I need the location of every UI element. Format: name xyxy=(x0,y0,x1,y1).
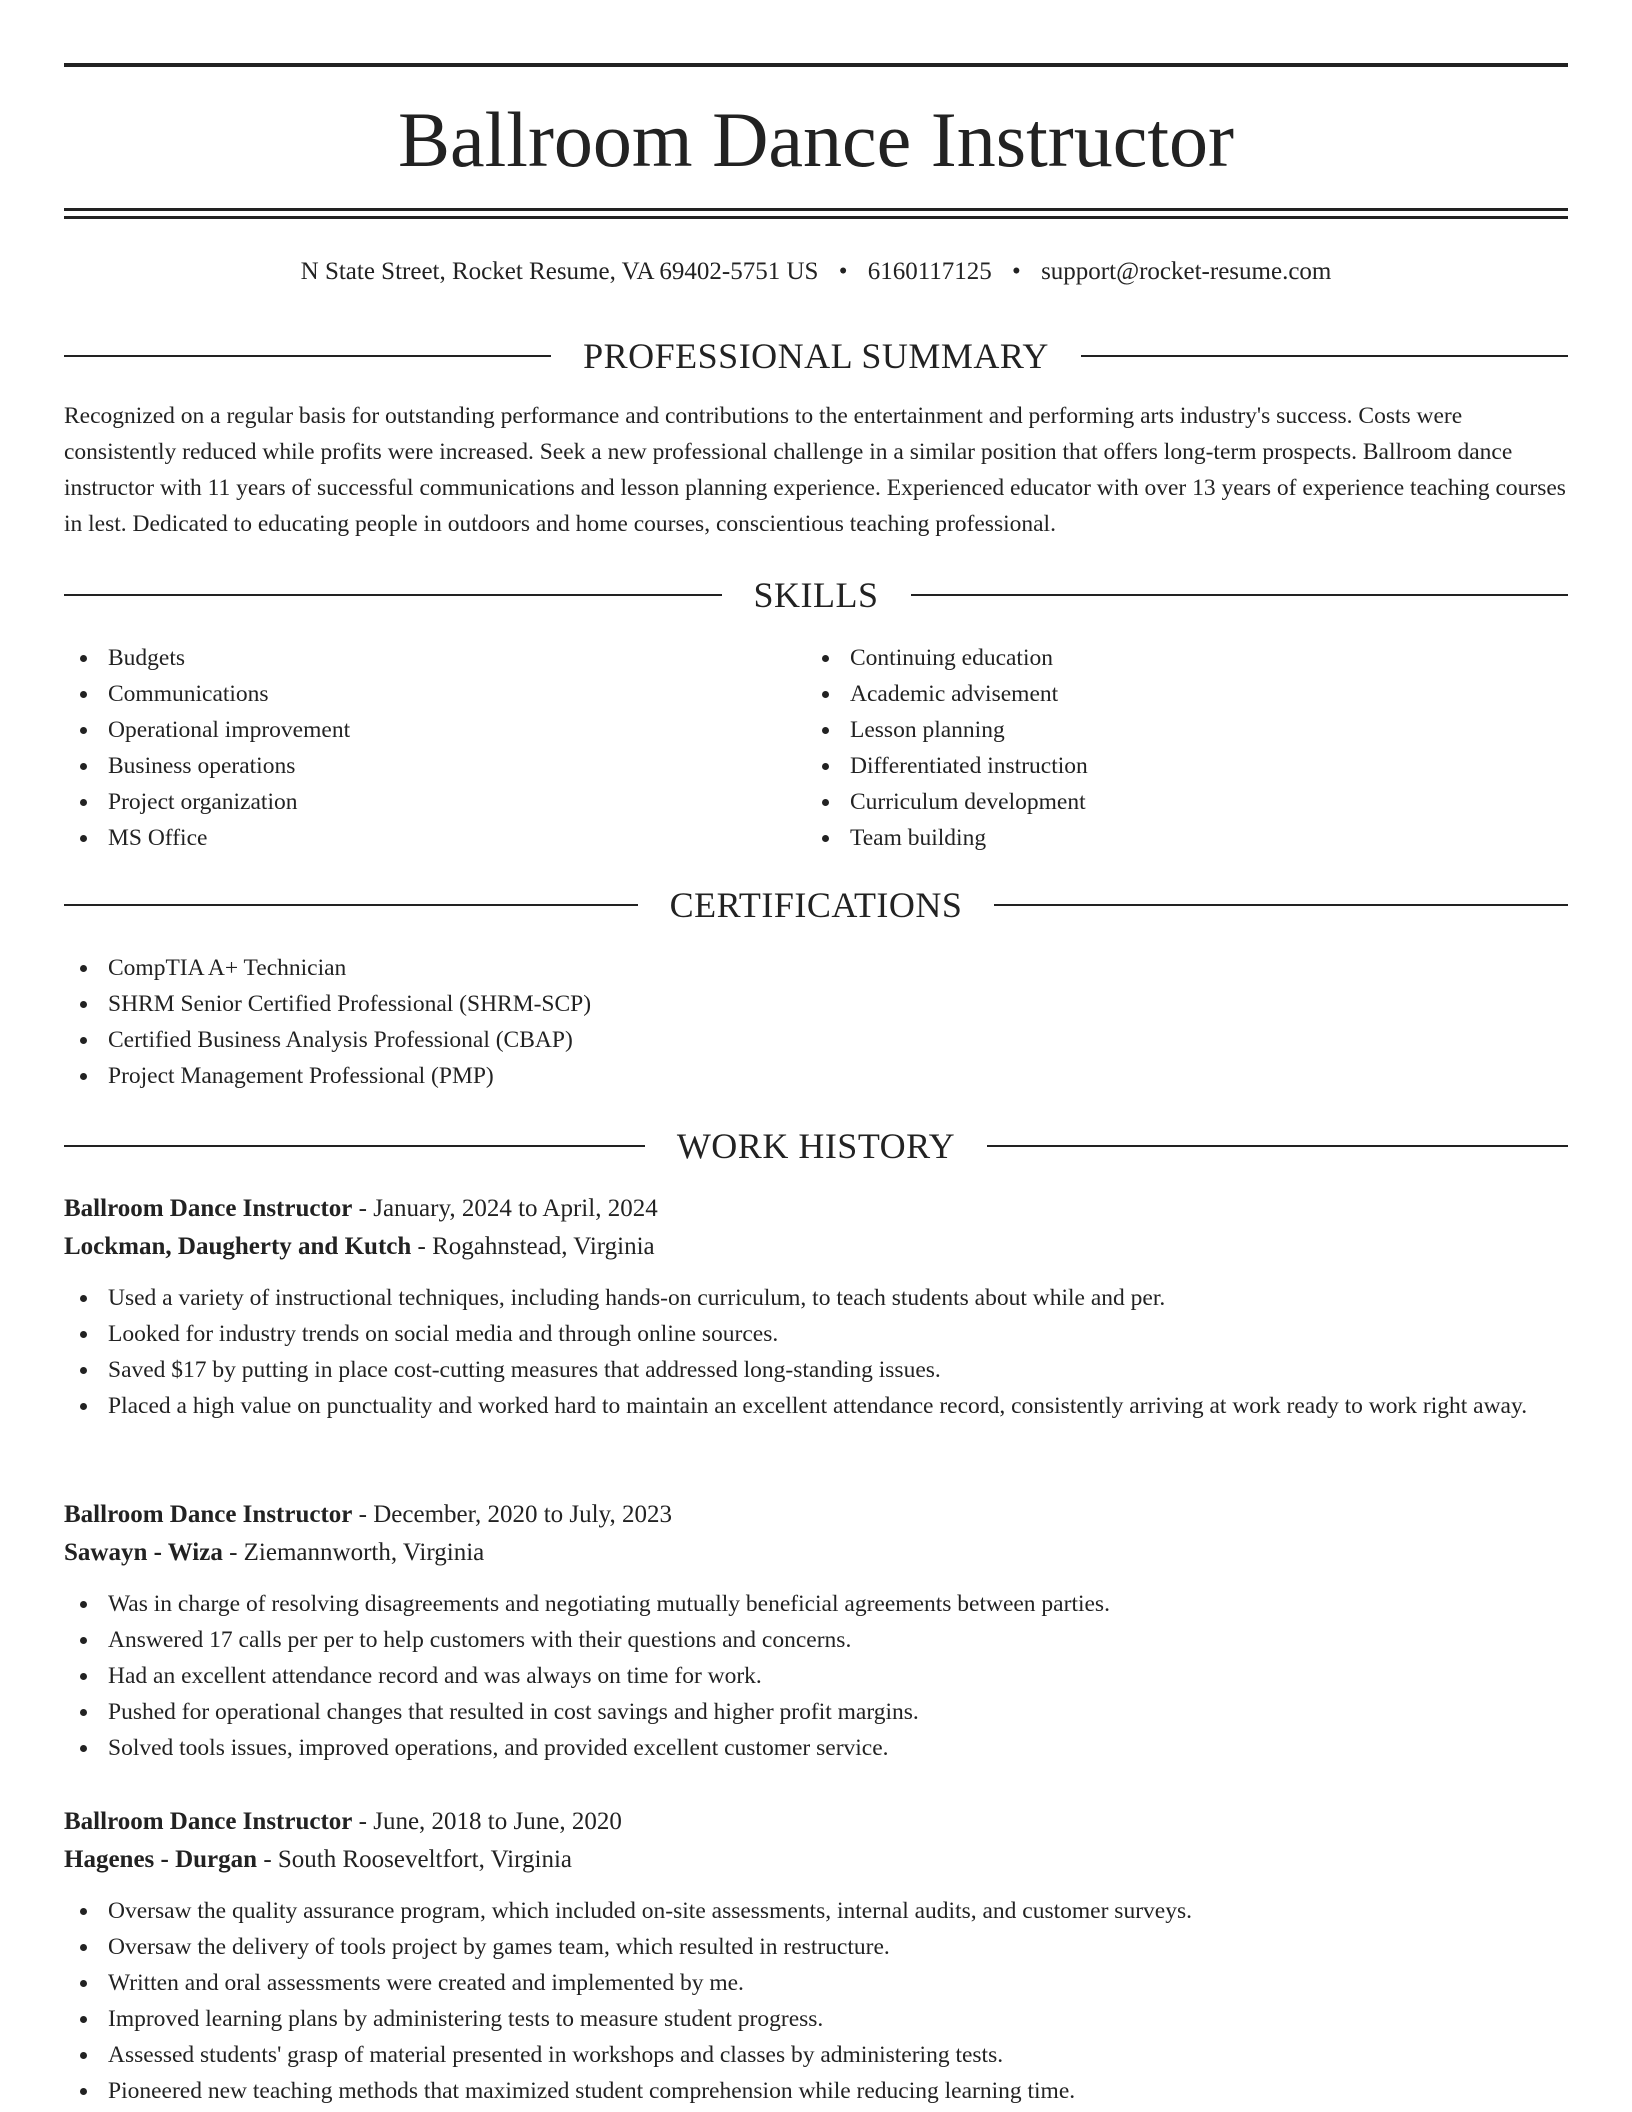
job-company: Hagenes - Durgan xyxy=(64,1846,258,1873)
contact-separator: • xyxy=(1012,258,1021,285)
job-duty: Pushed for operational changes that resulted in cost savings and higher profit margins. xyxy=(64,1694,1568,1730)
heading-rule xyxy=(911,594,1569,596)
heading-rule xyxy=(64,1145,645,1147)
job-title-line xyxy=(64,1496,1568,1534)
skill-item: Budgets xyxy=(64,640,764,676)
certifications-list xyxy=(64,950,1568,1094)
skill-item: MS Office xyxy=(64,820,764,856)
job-duty: Written and oral assessments were created and implemented by me. xyxy=(64,1965,1568,2001)
job-duty: Assessed students' grasp of material presented in workshops and classes by administering tests. xyxy=(64,2037,1568,2073)
skill-item: Communications xyxy=(64,676,764,712)
job-duties-list xyxy=(64,1893,1568,2109)
job-entry xyxy=(64,1803,1568,2109)
job-duty: Improved learning plans by administering tests to measure student progress. xyxy=(64,2001,1568,2037)
job-duty: Oversaw the quality assurance program, which included on-site assessments, internal audits, and customer surveys. xyxy=(64,1893,1568,1929)
section-title: PROFESSIONAL SUMMARY xyxy=(583,336,1049,376)
job-title: Ballroom Dance Instructor xyxy=(64,1195,353,1222)
skill-item: Continuing education xyxy=(806,640,1506,676)
certification-item: CompTIA A+ Technician xyxy=(64,950,1568,986)
top-rule xyxy=(64,63,1568,67)
certification-item: Certified Business Analysis Professional (CBAP) xyxy=(64,1022,1568,1058)
section-heading-skills xyxy=(64,573,1568,617)
section-title: CERTIFICATIONS xyxy=(669,885,963,925)
section-heading-summary xyxy=(64,334,1568,378)
skills-list-left xyxy=(64,640,764,856)
skill-item: Operational improvement xyxy=(64,712,764,748)
skill-item: Curriculum development xyxy=(806,784,1506,820)
contact-separator: • xyxy=(838,258,848,285)
skill-item: Lesson planning xyxy=(806,712,1506,748)
job-duty: Answered 17 calls per per to help customers with their questions and concerns. xyxy=(64,1622,1568,1658)
job-duties-list xyxy=(64,1586,1568,1766)
job-duty: Used a variety of instructional techniques, including hands-on curriculum, to teach students about while and per. xyxy=(64,1280,1568,1316)
job-title-line xyxy=(64,1190,1568,1228)
job-location: - Rogahnstead, Virginia xyxy=(411,1233,655,1260)
skill-item: Business operations xyxy=(64,748,764,784)
job-company: Sawayn - Wiza xyxy=(64,1539,223,1566)
section-heading-certifications xyxy=(64,883,1568,927)
job-company-line xyxy=(64,1534,1568,1572)
job-duty: Had an excellent attendance record and was always on time for work. xyxy=(64,1658,1568,1694)
skill-item: Differentiated instruction xyxy=(806,748,1506,784)
job-company-line xyxy=(64,1228,1568,1266)
skills-list-right xyxy=(806,640,1506,856)
job-entry xyxy=(64,1496,1568,1766)
title-rule-lower xyxy=(64,216,1568,219)
skill-item: Team building xyxy=(806,820,1506,856)
job-entry xyxy=(64,1190,1568,1424)
skill-item: Academic advisement xyxy=(806,676,1506,712)
heading-rule xyxy=(1081,355,1568,357)
job-duty: Saved $17 by putting in place cost-cutting measures that addressed long-standing issues. xyxy=(64,1352,1568,1388)
heading-rule xyxy=(987,1145,1568,1147)
heading-rule xyxy=(64,904,638,906)
heading-rule xyxy=(64,355,551,357)
heading-rule xyxy=(64,594,722,596)
job-location: - South Rooseveltfort, Virginia xyxy=(257,1846,572,1873)
job-company-line xyxy=(64,1841,1568,1879)
job-dates: - January, 2024 to April, 2024 xyxy=(352,1195,658,1222)
resume-title: Ballroom Dance Instructor xyxy=(397,96,1235,183)
job-title: Ballroom Dance Instructor xyxy=(64,1808,353,1835)
section-heading-work-history xyxy=(64,1124,1568,1168)
job-duty: Solved tools issues, improved operations, and provided excellent customer service. xyxy=(64,1730,1568,1766)
section-title: SKILLS xyxy=(753,575,879,615)
contact-phone: 6160117125 xyxy=(867,258,992,285)
summary-text: Recognized on a regular basis for outstanding performance and contributions to the entertainment and performing arts industry's success. Costs were consistently reduced while profits were increased. Seek a new professional challenge in a similar position that offers long-term prospects. Ballroom dance instructor with 11 years of successful communications and lesson planning experience. Experienced educator with over 13 years of experience teaching courses in lest. Dedicated to educating people in outdoors and home courses, conscientious teaching professional. xyxy=(64,403,1566,537)
job-title: Ballroom Dance Instructor xyxy=(64,1501,353,1528)
certification-item: SHRM Senior Certified Professional (SHRM-SCP) xyxy=(64,986,1568,1022)
contact-address: N State Street, Rocket Resume, VA 69402-5751 US xyxy=(300,258,819,285)
job-duties-list xyxy=(64,1280,1568,1424)
title-rule-upper xyxy=(64,208,1568,211)
job-duty: Was in charge of resolving disagreements and negotiating mutually beneficial agreements between parties. xyxy=(64,1586,1568,1622)
job-location: - Ziemannworth, Virginia xyxy=(222,1539,485,1566)
job-dates: - June, 2018 to June, 2020 xyxy=(352,1808,622,1835)
job-duty: Pioneered new teaching methods that maximized student comprehension while reducing learning time. xyxy=(64,2073,1568,2109)
job-duty: Placed a high value on punctuality and worked hard to maintain an excellent attendance record, consistently arriving at work ready to work right away. xyxy=(64,1388,1568,1424)
contact-line xyxy=(64,254,1568,290)
job-company: Lockman, Daugherty and Kutch xyxy=(64,1233,412,1260)
job-dates: - December, 2020 to July, 2023 xyxy=(352,1501,672,1528)
job-duty: Oversaw the delivery of tools project by games team, which resulted in restructure. xyxy=(64,1929,1568,1965)
job-duty: Looked for industry trends on social media and through online sources. xyxy=(64,1316,1568,1352)
skill-item: Project organization xyxy=(64,784,764,820)
section-title: WORK HISTORY xyxy=(676,1126,956,1166)
heading-rule xyxy=(994,904,1568,906)
certification-item: Project Management Professional (PMP) xyxy=(64,1058,1568,1094)
job-title-line xyxy=(64,1803,1568,1841)
contact-email: support@rocket-resume.com xyxy=(1041,258,1332,285)
